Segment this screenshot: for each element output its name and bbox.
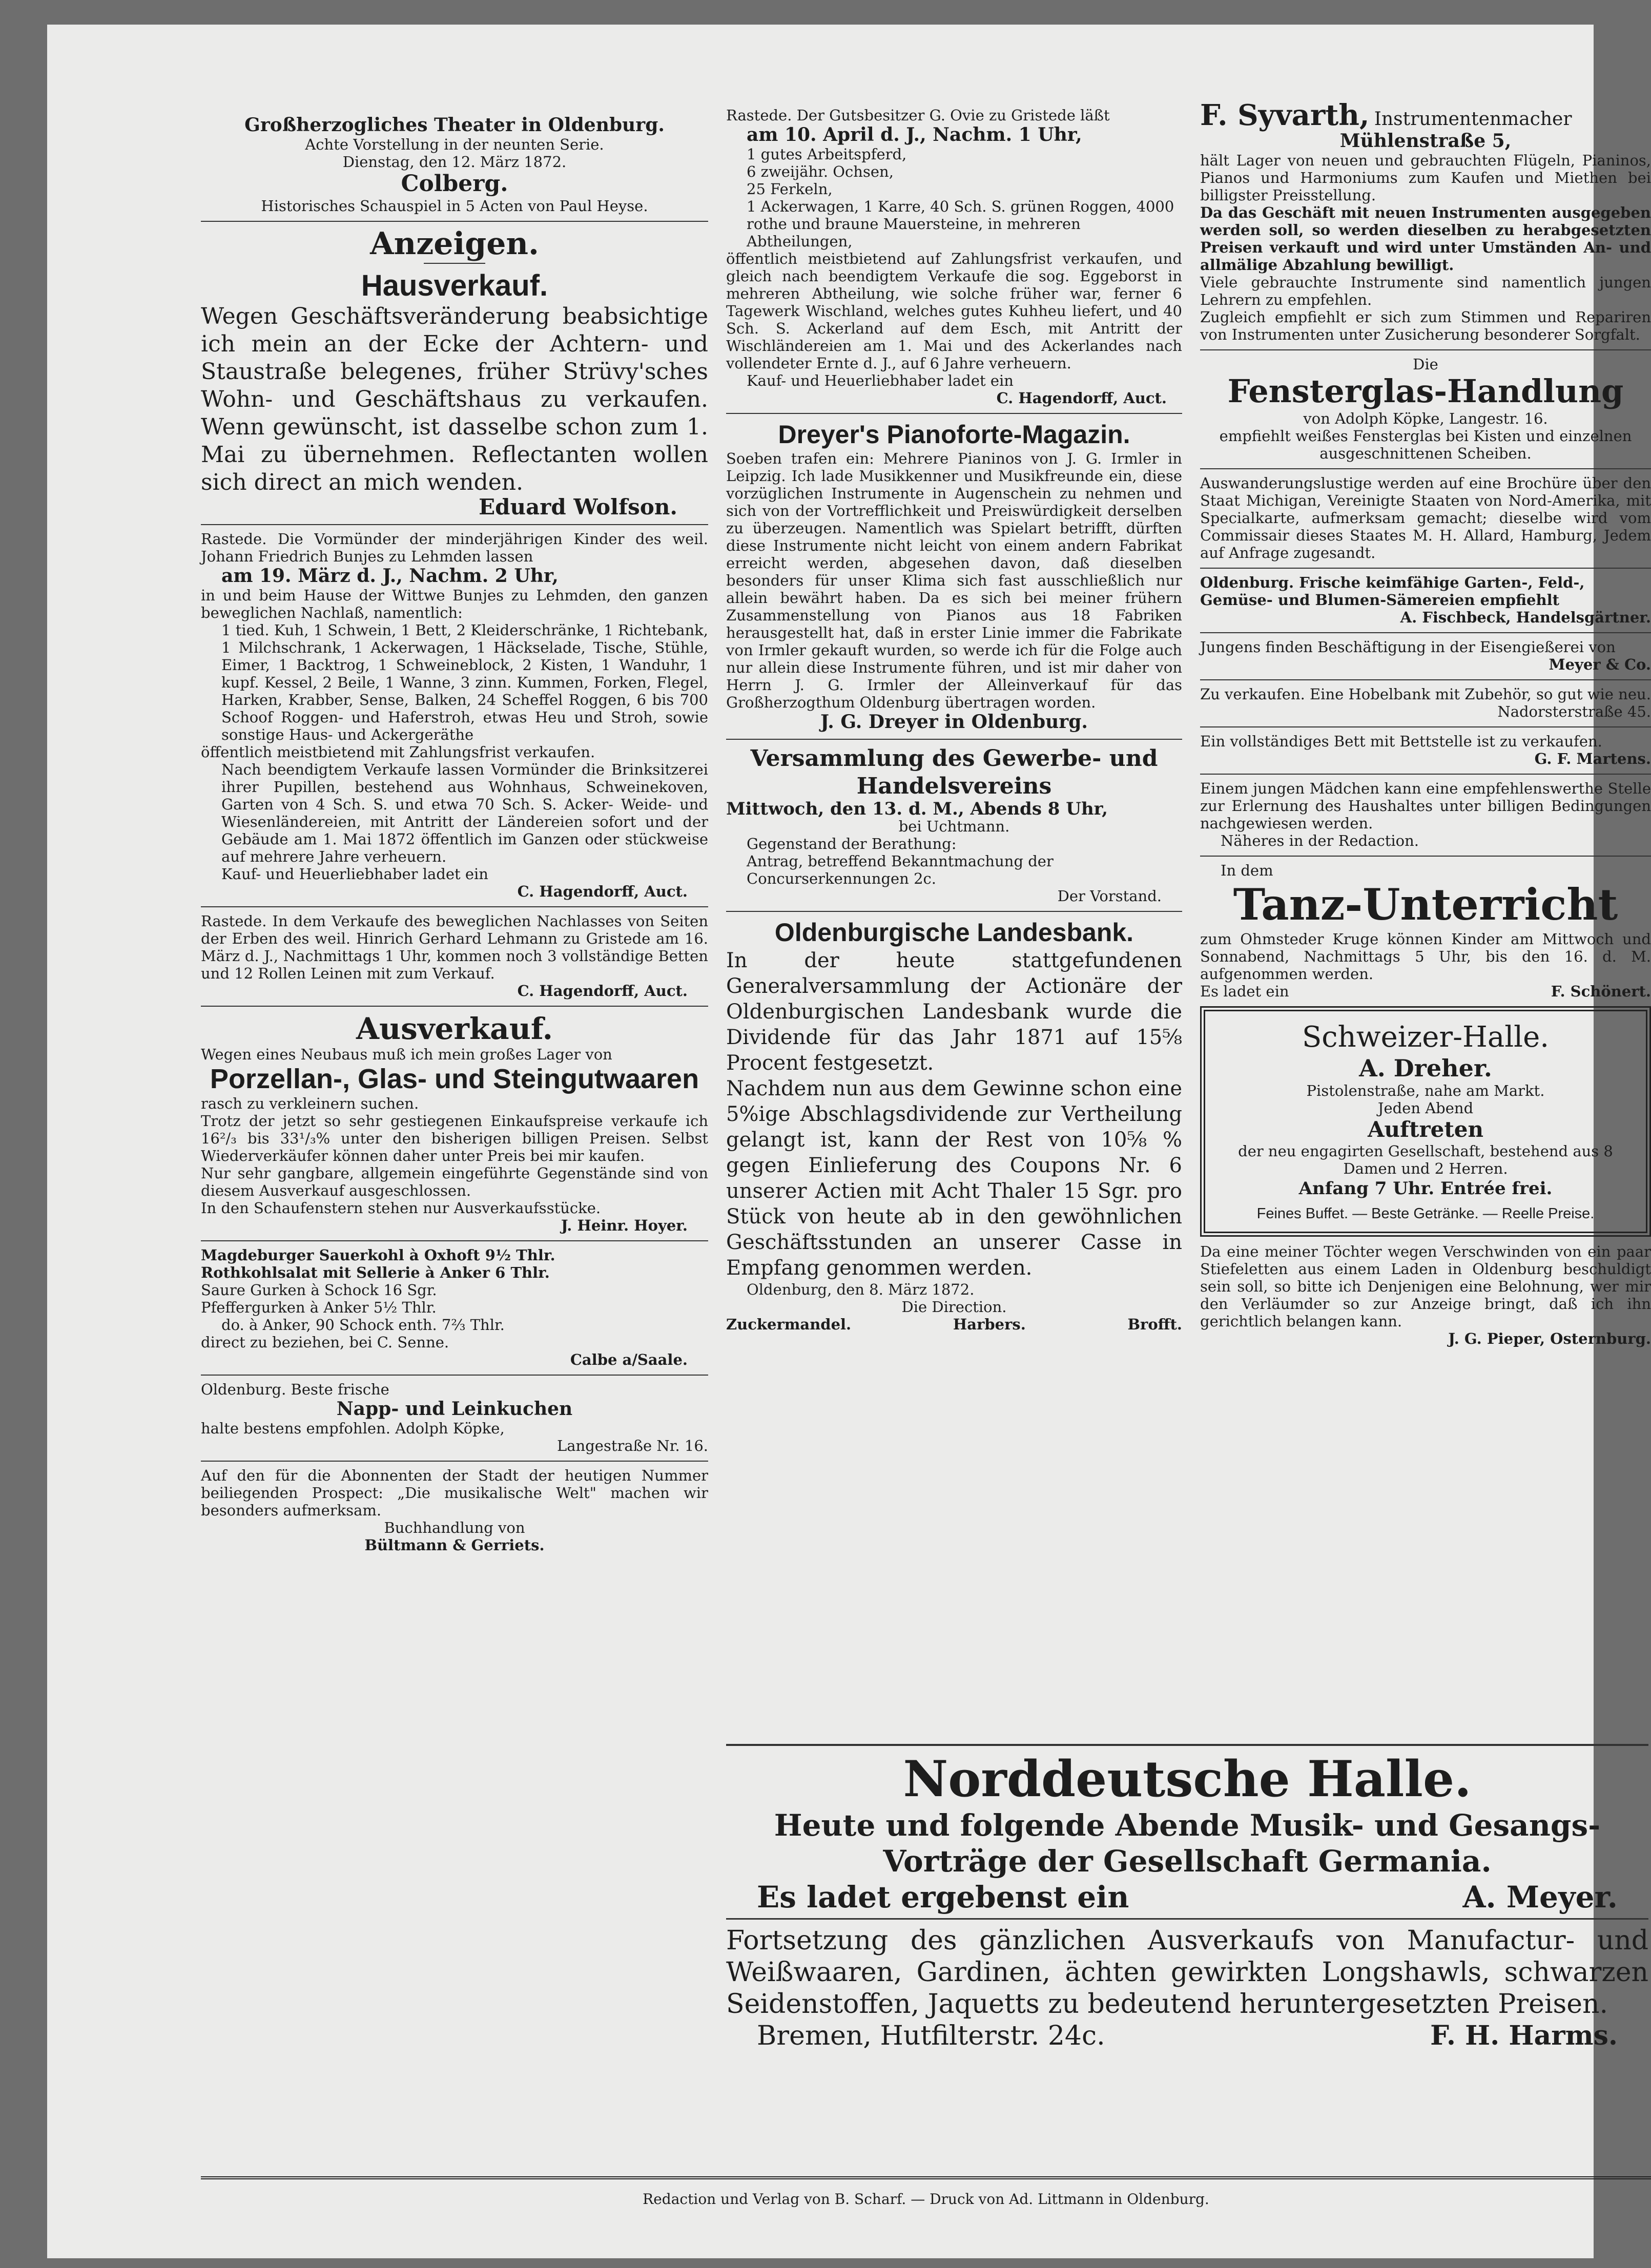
ad-text: Kauf- und Heuerliebhaber ladet ein bbox=[221, 865, 488, 883]
ad-title: Tanz-Unterricht bbox=[1233, 879, 1618, 930]
ad-text: Da eine meiner Töchter wegen Verschwinden von ein paar Stiefeletten aus einem Laden in Oldenburg beschuldigt sein soll, so bitte ich Denjenigen eine Belohnung, wer mir den Verläumder so zur Anzeige bringt, daß ich ihn gerichtlich belangen kann. bbox=[1200, 1243, 1651, 1330]
signature: Harbers. bbox=[953, 1316, 1026, 1333]
ad-text: Näheres in der Redaction. bbox=[1221, 832, 1419, 849]
theater-date: Dienstag, den 12. März 1872. bbox=[342, 153, 567, 171]
ad-text: Die bbox=[1413, 356, 1438, 373]
ad-maedchen bbox=[1200, 780, 1651, 849]
ad-text: In dem bbox=[1221, 862, 1273, 879]
ad-signature: J. G. Pieper, Osternburg. bbox=[1448, 1330, 1651, 1347]
ad-signature: A. Meyer. bbox=[1462, 1880, 1618, 1915]
ad-title: Oldenburgische Landesbank. bbox=[774, 918, 1134, 947]
newspaper-page bbox=[47, 25, 1651, 2258]
ad-address: Bremen, Hutfilterstr. 24c. bbox=[757, 2021, 1105, 2051]
ad-dreyer bbox=[726, 419, 1182, 733]
ad-date: Mittwoch, den 13. d. M., Abends 8 Uhr, bbox=[726, 799, 1108, 819]
ad-text: Es ladet ergebenst ein bbox=[757, 1880, 1129, 1915]
ad-text: Die Direction. bbox=[901, 1298, 1007, 1316]
ad-pieper bbox=[1200, 1243, 1651, 1347]
section-heading: Anzeigen. bbox=[370, 226, 539, 262]
ad-hausverkauf bbox=[201, 269, 708, 518]
column-right bbox=[1200, 98, 1651, 1354]
price-line: direct zu beziehen, bei C. Senne. bbox=[201, 1334, 449, 1351]
ad-date: am 10. April d. J., Nachm. 1 Uhr, bbox=[747, 124, 1082, 145]
ad-syvarth bbox=[1200, 98, 1651, 343]
imprint: Redaction und Verlag von B. Scharf. — Druck von Ad. Littmann in Oldenburg. bbox=[643, 2191, 1209, 2208]
ad-title: Dreyer's Pianoforte-Magazin. bbox=[778, 420, 1130, 449]
ad-tanzunterricht bbox=[1200, 862, 1651, 1000]
ad-text: von Adolph Köpke, Langestr. 16. bbox=[1303, 410, 1548, 427]
ad-text: empfiehlt weißes Fensterglas bei Kisten und einzelnen ausgeschnittenen Scheiben. bbox=[1219, 427, 1632, 462]
ad-title: Ausverkauf. bbox=[356, 1011, 553, 1046]
ad-text: Antrag, betreffend Bekanntmachung der Concurserkennungen 2c. bbox=[747, 852, 1054, 887]
ad-text: In der heute stattgefundenen Generalversammlung der Actionäre der Oldenburgischen Landesbank wurde die Dividende für das Jahr 1871 auf 15⅝ Procent festgesetzt. bbox=[726, 949, 1182, 1075]
ad-title-name: F. Syvarth, bbox=[1200, 98, 1370, 132]
ad-text: Buchhandlung von bbox=[384, 1519, 525, 1536]
ad-senne bbox=[201, 1246, 708, 1368]
ad-text: Nachdem nun aus dem Gewinne schon eine 5%ige Abschlagsdividende zur Vertheilung gelangt ist, kann der Rest von 10⅝ % gegen Einlieferung des Coupons Nr. 6 unserer Actien mit Acht Thaler 15 Sgr. pro Stück von heute ab in den gewöhnlichen Geschäftsstunden an unserer Casse in Empfang genommen werden. bbox=[726, 1077, 1182, 1280]
ad-text: der neu engagirten Gesellschaft, bestehend aus 8 Damen und 2 Herren. bbox=[1238, 1142, 1613, 1177]
ad-text: Viele gebrauchte Instrumente sind namentlich jungen Lehrern zu empfehlen. bbox=[1200, 274, 1651, 308]
ad-lehmann bbox=[201, 912, 708, 1000]
bottom-ads bbox=[726, 1741, 1648, 2052]
column-middle bbox=[726, 107, 1182, 1339]
signatures bbox=[726, 1316, 1182, 1333]
ad-ausverkauf bbox=[201, 1012, 708, 1234]
divider bbox=[1200, 774, 1651, 775]
ad-date: am 19. März d. J., Nachm. 2 Uhr, bbox=[221, 565, 559, 587]
ad-text: zum Ohmsteder Kruge können Kinder am Mittwoch und Sonnabend, Nachmittags 5 Uhr, bis den 16. d. M. aufgenommen werden. bbox=[1200, 930, 1651, 983]
ad-text: Auftreten bbox=[1367, 1117, 1484, 1142]
ad-text: Fortsetzung des gänzlichen Ausverkaufs von Manufactur- und Weißwaaren, Gardinen, ächten gewirkten Longshawls, schwarzen Seidenstoffen, Jaquetts zu bedeutend heruntergesetzten Preisen. bbox=[726, 1925, 1648, 2020]
ad-text: Feines Buffet. — Beste Getränke. — Reelle Preise. bbox=[1256, 1205, 1595, 1222]
ad-signature: F. Schönert. bbox=[1551, 983, 1651, 1000]
ad-text: öffentlich meistbietend auf Zahlungsfrist verkaufen, und gleich nach beendigtem Verkaufe die sog. Eggeborst in mehreren Abtheilung, wie solche früher war, ferner 6 Tagewerk Wischland, welches gutes Kuhheu liefert, und 40 Sch. S. Ackerland auf dem Esch, mit Antritt der Wischländereien am 1. Mai und des Ackerlandes nach vollendeter Ernte d. J., auf 6 Jahre verheuern. bbox=[726, 250, 1182, 372]
ad-text: halte bestens empfohlen. Adolph Köpke, bbox=[201, 1420, 505, 1437]
ad-signature: C. Hagendorff, Auct. bbox=[517, 883, 688, 900]
divider bbox=[726, 1744, 1648, 1746]
divider bbox=[726, 911, 1182, 912]
ad-title: Fensterglas-Handlung bbox=[1227, 372, 1624, 410]
ad-fischbeck bbox=[1200, 574, 1651, 626]
ad-signature: Meyer & Co. bbox=[1549, 656, 1651, 673]
ad-allard: Auswanderungslustige werden auf eine Brochüre über den Staat Michigan, Vereinigte Staaten von Nord-Amerika, mit Specialkarte, aufmerksam gemacht; dieselbe wird vom Commissair dieses Staates M. H. Allard, Hamburg, Jedem auf Anfrage zugesandt. bbox=[1200, 474, 1651, 561]
price-line: Magdeburger Sauerkohl à Oxhoft 9½ Thlr. bbox=[201, 1246, 555, 1264]
ad-text: Rastede. In dem Verkaufe des beweglichen Nachlasses von Seiten der Erben des weil. Hinrich Gerhard Lehmann zu Gristede am 16. März d. J., Nachmittags 1 Uhr, kommen noch 3 vollständige Betten und 12 Rollen Leinen mit zum Verkauf. bbox=[201, 912, 708, 982]
ad-signature: C. Hagendorff, Auct. bbox=[996, 389, 1167, 407]
column-left bbox=[201, 114, 708, 1560]
price-line: do. à Anker, 90 Schock enth. 7⅔ Thlr. bbox=[221, 1316, 505, 1334]
ad-product: Napp- und Leinkuchen bbox=[336, 1398, 573, 1420]
ad-address: Langestraße Nr. 16. bbox=[557, 1437, 708, 1454]
ad-title: Hausverkauf. bbox=[361, 269, 548, 302]
ad-title: Versammlung des Gewerbe- und Handelsvereins bbox=[750, 745, 1158, 799]
divider bbox=[201, 221, 708, 222]
footer-rule bbox=[201, 2176, 1651, 2179]
theater-line: Achte Vorstellung in der neunten Serie. bbox=[305, 136, 604, 153]
divider bbox=[726, 1918, 1648, 1920]
ad-date: Oldenburg, den 8. März 1872. bbox=[747, 1281, 975, 1298]
ad-meyer bbox=[1200, 638, 1651, 673]
divider bbox=[726, 739, 1182, 740]
ad-list: 1 gutes Arbeitspferd, 6 zweijähr. Ochsen, 25 Ferkeln, 1 Ackerwagen, 1 Karre, 40 Sch. S. grünen Roggen, 4000 rothe und braune Mauersteine, in mehreren Abtheilungen, bbox=[747, 145, 1174, 250]
divider bbox=[726, 413, 1182, 414]
ad-gewerbeverein bbox=[726, 745, 1182, 905]
ad-signature: C. Hagendorff, Auct. bbox=[517, 982, 688, 1000]
ad-address: Pistolenstraße, nahe am Markt. bbox=[1306, 1082, 1545, 1099]
divider bbox=[201, 1006, 708, 1007]
ad-place: bei Uchtmann. bbox=[898, 818, 1010, 835]
ad-text: rasch zu verkleinern suchen. bbox=[201, 1095, 419, 1112]
ad-signature: Eduard Wolfson. bbox=[479, 494, 677, 519]
ad-signature: Bültmann & Gerriets. bbox=[364, 1536, 545, 1554]
ad-bett bbox=[1200, 733, 1651, 767]
theater-notice bbox=[201, 114, 708, 215]
ad-text: Auf den für die Abonnenten der Stadt der heutigen Nummer beiliegenden Prospect: „Die musikalische Welt" machen wir besonders aufmerksam. bbox=[201, 1467, 708, 1519]
ad-text: Da das Geschäft mit neuen Instrumenten ausgegeben werden soll, so werden dieselben zu herabgesetzten Preisen verkauft und wird unter Umständen An- und allmälige Abzahlung bewilligt. bbox=[1200, 204, 1651, 274]
divider bbox=[1200, 632, 1651, 633]
ad-text: Jungens finden Beschäftigung in der Eisengießerei von bbox=[1200, 638, 1616, 656]
ad-signature: J. G. Dreyer in Oldenburg. bbox=[820, 711, 1088, 733]
ad-text: öffentlich meistbietend mit Zahlungsfrist verkaufen. bbox=[201, 743, 595, 761]
ad-text: Es ladet ein bbox=[1200, 983, 1289, 1000]
ad-text: Rastede. Der Gutsbesitzer G. Ovie zu Gristede läßt bbox=[726, 107, 1110, 124]
ad-text: Ein vollständiges Bett mit Bettstelle ist zu verkaufen. bbox=[1200, 733, 1602, 750]
ad-text: Gegenstand der Berathung: bbox=[747, 835, 957, 852]
signature: Zuckermandel. bbox=[726, 1316, 852, 1333]
price-line: Pfeffergurken à Anker 5½ Thlr. bbox=[201, 1299, 437, 1316]
ad-text: Jeden Abend bbox=[1377, 1099, 1474, 1117]
ad-hobelbank bbox=[1200, 685, 1651, 720]
ad-footer bbox=[1200, 983, 1651, 1000]
ad-text: Wegen eines Neubaus muß ich mein großes Lager von bbox=[201, 1046, 612, 1063]
ad-title: Norddeutsche Halle. bbox=[903, 1750, 1472, 1808]
ad-title bbox=[1200, 98, 1651, 132]
ad-text: Nach beendigtem Verkaufe lassen Vormünder die Brinksitzerei ihrer Pupillen, bestehend aus Wohnhaus, Schweinekoven, Garten von 4 Sch. S. und etwa 70 Sch. S. Acker- Weide- und Wiesenländereien, mit Antritt der Ländereien sofort und der Gebäude am 1. Mai 1872 öffentlich im Ganzen oder stückweise auf mehrere Jahre verheuern. bbox=[221, 761, 708, 865]
ad-text: Zu verkaufen. Eine Hobelbank mit Zubehör, so gut wie neu. bbox=[1200, 685, 1651, 703]
ad-koepke bbox=[201, 1381, 708, 1454]
ad-owner: A. Dreher. bbox=[1359, 1054, 1492, 1082]
ad-text: Nur sehr gangbare, allgemein eingeführte Gegenstände sind von diesem Ausverkauf ausgeschlossen. bbox=[201, 1164, 708, 1199]
divider bbox=[201, 906, 708, 907]
ad-text: Anfang 7 Uhr. Entrée frei. bbox=[1298, 1178, 1553, 1199]
ad-text: Soeben trafen ein: Mehrere Pianinos von J. G. Irmler in Leipzig. Ich lade Musikkenner und Musikfreunde ein, diese vorzüglichen Instrumente in Augenschein zu nehmen und sich von der Vortrefflichkeit und Preiswürdigkeit derselben zu überzeugen. Namentlich was Spielart betrifft, dürften diese Instrumente nicht leicht von einem andern Fabrikat erreicht werden, abgesehen davon, daß dieselben besonders für unser Klima sich fast ausschließlich nur allein bewährt haben. Da es sich bei meiner frühern Zusammenstellung von Pianos aus 18 Fabriken herausgestellt hat, daß in erster Linie immer die Fabrikate von Irmler gekauft wurden, so werde ich für die Folge auch nur allein diese Instrumente führen, und ist mir daher von Herrn J. G. Irmler der Alleinverkauf für das Großherzogthum Oldenburg übertragen worden. bbox=[726, 450, 1182, 711]
divider bbox=[201, 1240, 708, 1241]
ad-bueltmann bbox=[201, 1467, 708, 1554]
ad-text: In den Schaufenstern stehen nur Ausverkaufsstücke. bbox=[201, 1199, 601, 1217]
divider bbox=[424, 263, 485, 264]
ad-ovie bbox=[726, 107, 1182, 407]
divider bbox=[1200, 726, 1651, 727]
ad-signature: J. Heinr. Hoyer. bbox=[561, 1217, 688, 1234]
divider bbox=[201, 1461, 708, 1462]
ad-text: Oldenburg. Frische keimfähige Garten-, Feld-, Gemüse- und Blumen-Sämereien empfiehlt bbox=[1200, 574, 1585, 609]
price-line: Rothkohlsalat mit Sellerie à Anker 6 Thlr. bbox=[201, 1264, 550, 1281]
price-line: Saure Gurken à Schock 16 Sgr. bbox=[201, 1281, 437, 1299]
ad-bunjes bbox=[201, 530, 708, 900]
ad-address: Mühlenstraße 5, bbox=[1339, 130, 1512, 152]
ad-schweizer-halle bbox=[1200, 1006, 1651, 1237]
ad-signature: F. H. Harms. bbox=[1430, 2020, 1618, 2051]
ad-text: Kauf- und Heuerliebhaber ladet ein bbox=[747, 372, 1014, 389]
ad-text: Oldenburg. Beste frische bbox=[201, 1381, 389, 1398]
divider bbox=[201, 524, 708, 525]
ad-title: Schweizer-Halle. bbox=[1302, 1021, 1550, 1054]
ad-text: Einem jungen Mädchen kann eine empfehlenswerthe Stelle zur Erlernung des Haushaltes unter billigen Bedingungen nachgewiesen werden. bbox=[1200, 780, 1651, 832]
theater-desc: Historisches Schauspiel in 5 Acten von Paul Heyse. bbox=[261, 197, 648, 215]
ad-text: Rastede. Die Vormünder der minderjährigen Kinder des weil. Johann Friedrich Bunjes zu Lehmden lassen bbox=[201, 530, 708, 565]
ad-text: in und beim Hause der Wittwe Bunjes zu Lehmden, den ganzen beweglichen Nachlaß, namentlich: bbox=[201, 587, 708, 621]
ad-signature: A. Fischbeck, Handelsgärtner. bbox=[1400, 609, 1651, 626]
divider bbox=[1200, 468, 1651, 469]
ad-text: hält Lager von neuen und gebrauchten Flügeln, Pianinos, Pianos und Harmoniums zum Kaufen und Miethen bei billigster Preisstellung. bbox=[1200, 152, 1651, 204]
ad-landesbank bbox=[726, 917, 1182, 1333]
ad-signature: Der Vorstand. bbox=[1057, 887, 1162, 905]
theater-title: Großherzogliches Theater in Oldenburg. bbox=[244, 114, 665, 136]
divider bbox=[1200, 856, 1651, 857]
ad-footer bbox=[726, 2020, 1648, 2052]
signature: Brofft. bbox=[1127, 1316, 1182, 1333]
divider bbox=[201, 1375, 708, 1376]
theater-play: Colberg. bbox=[401, 171, 508, 197]
ad-list: 1 tied. Kuh, 1 Schwein, 1 Bett, 2 Kleiderschränke, 1 Richtebank, 1 Milchschrank, 1 Ackerwagen, 1 Häckselade, Tische, Stühle, Eimer, 1 Backtrog, 1 Schweineblock, 2 Kisten, 1 Wanduhr, 1 kupf. Kessel, 2 Beile, 1 Wanne, 3 zinn. Kummen, Forken, Flegel, Harken, Krabber, Sense, Balken, 24 Scheffel Roggen, 6 bis 700 Schoof Roggen- und Haferstroh, etwas Heu und Stroh, sowie sonstige Haus- und Ackergeräthe bbox=[221, 621, 708, 743]
divider bbox=[1200, 349, 1651, 350]
ad-goods: Porzellan-, Glas- und Steingutwaaren bbox=[210, 1064, 699, 1094]
ad-text: Trotz der jetzt so sehr gestiegenen Einkaufspreise verkaufe ich 16²/₃ bis 33¹/₃% unter den bisherigen billigen Preisen. Selbst Wiederverkäufer können daher unter Preis bei mir kaufen. bbox=[201, 1112, 708, 1164]
ad-fensterglas bbox=[1200, 356, 1651, 462]
ad-address: Nadorsterstraße 45. bbox=[1497, 703, 1651, 720]
divider bbox=[1200, 568, 1651, 569]
ad-footer bbox=[726, 1879, 1648, 1915]
ad-title-sub: Instrumentenmacher bbox=[1374, 109, 1572, 130]
ad-signature: Calbe a/Saale. bbox=[570, 1351, 688, 1368]
ad-text: Wegen Geschäftsveränderung beabsichtige ich mein an der Ecke der Achtern- und Staustraße belegenes, früher Strüvy'sches Wohn- und Geschäftshaus zu verkaufen. Wenn gewünscht, ist dasselbe schon zum 1. Mai zu übernehmen. Reflectanten wollen sich direct an mich wenden. bbox=[201, 303, 708, 495]
ad-signature: G. F. Martens. bbox=[1534, 750, 1651, 767]
divider bbox=[1200, 679, 1651, 680]
ad-text: Zugleich empfiehlt er sich zum Stimmen und Repariren von Instrumenten unter Zusicherung besonderer Sorgfalt. bbox=[1200, 308, 1651, 343]
ad-text: Heute und folgende Abende Musik- und Gesangs-Vorträge der Gesellschaft Germania. bbox=[774, 1808, 1601, 1879]
